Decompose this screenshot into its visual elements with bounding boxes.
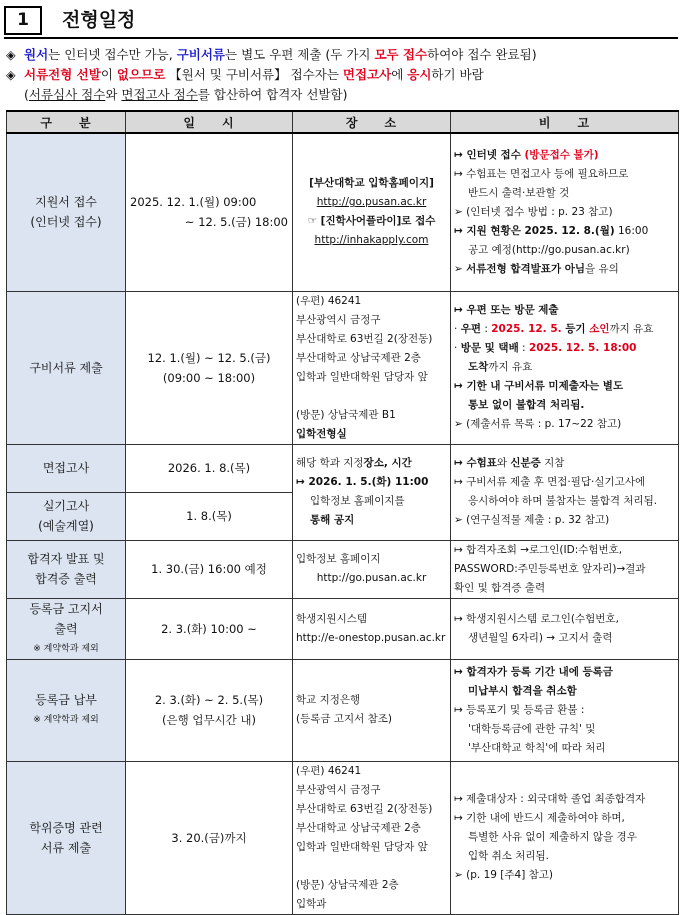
row-name-line: (인터넷 접수) bbox=[30, 215, 102, 230]
row-note bbox=[451, 659, 679, 761]
note-line bbox=[454, 454, 675, 473]
note-line bbox=[454, 560, 675, 579]
note-text: 서류전형 합격발표가 아님 bbox=[466, 262, 586, 275]
row-note bbox=[451, 291, 679, 444]
note-text: ↦ 등록포기 및 등록금 환불 : bbox=[454, 703, 585, 716]
row-name-line: 서류 제출 bbox=[40, 840, 92, 855]
row-date-line: 2026. 1. 8.(목) bbox=[167, 461, 251, 475]
note-text: 는 별도 우편 제출 (두 가지 bbox=[225, 47, 375, 62]
note-text: 원서 bbox=[24, 47, 49, 62]
note-text: ↦ bbox=[454, 380, 467, 392]
row-name bbox=[7, 291, 126, 444]
row-note bbox=[451, 598, 679, 659]
row-date-line: 12. 1.(월) ~ 12. 5.(금) bbox=[147, 350, 271, 365]
note-text: '부산대학교 학칙'에 따라 처리 bbox=[468, 741, 606, 754]
note-line bbox=[454, 415, 675, 434]
note-text: 기한 내 구비서류 미제출자는 별도 bbox=[466, 380, 624, 392]
note-line bbox=[6, 85, 676, 105]
row-date bbox=[126, 492, 293, 540]
place-line: 입학정보 홈페이지 bbox=[296, 553, 381, 565]
row-date-line: (은행 업무시간 내) bbox=[161, 713, 257, 727]
note-text: 인터넷 접수 bbox=[466, 148, 525, 161]
place-line: 부산대학교 상남국제관 2층 bbox=[296, 821, 421, 834]
row-note bbox=[451, 444, 679, 540]
place-line: (등록금 고지서 참조) bbox=[296, 713, 393, 725]
note-line bbox=[454, 682, 675, 701]
row-date bbox=[126, 291, 293, 444]
table-row bbox=[7, 133, 679, 291]
place-line: http://go.pusan.ac.kr bbox=[316, 572, 427, 584]
row-date-line: (09:00 ~ 18:00) bbox=[162, 370, 256, 385]
row-date bbox=[126, 598, 293, 659]
note-text: PASSWORD:주민등록번호 앞자리)→결과 bbox=[454, 562, 646, 575]
note-line bbox=[454, 809, 675, 828]
note-text: 를 합산하여 합격자 선발함) bbox=[197, 87, 348, 102]
note-text: '대학등록금에 관한 규칙' 및 bbox=[468, 722, 596, 735]
note-text: ↦ 제출대상자 : 외국대학 졸업 최종합격자 bbox=[454, 793, 646, 805]
row-note bbox=[451, 761, 679, 914]
note-text: ↦ bbox=[454, 224, 467, 237]
section-title-bar bbox=[4, 3, 678, 39]
row-date-line: 2. 3.(화) 10:00 ~ bbox=[161, 621, 257, 636]
row-name-line: 등록금 고지서 bbox=[29, 601, 103, 616]
place-line: 부산대학교 상남국제관 2층 bbox=[296, 351, 421, 364]
note-text: 면접고사 bbox=[342, 67, 392, 82]
row-date bbox=[126, 444, 293, 492]
header-place: 장 소 bbox=[293, 111, 451, 133]
note-line bbox=[454, 377, 675, 396]
note-text: 없으므로 bbox=[116, 67, 166, 82]
note-line bbox=[454, 610, 675, 629]
note-text: 2025. 12. 5. bbox=[491, 323, 566, 335]
note-text: : bbox=[518, 342, 529, 354]
notes-block bbox=[6, 45, 676, 105]
table-body bbox=[7, 133, 679, 914]
place-line: 입학과 일반대학원 담당자 앞 bbox=[296, 840, 428, 853]
row-name-line: 등록금 납부 bbox=[35, 693, 97, 707]
note-line bbox=[454, 301, 675, 320]
note-text: ↦ 구비서류 제출 후 면접·필답·실기고사에 bbox=[454, 476, 646, 488]
place-line: (우편) 46241 bbox=[296, 764, 362, 777]
note-text: 소인 bbox=[589, 323, 610, 335]
note-text: ↦ bbox=[454, 457, 467, 469]
place-line: 부산대학로 63번길 2(장전동) bbox=[296, 802, 433, 815]
note-line bbox=[6, 45, 676, 65]
section-number: 1 bbox=[4, 6, 42, 35]
note-line bbox=[454, 701, 675, 720]
place-line: 학교 지정은행 bbox=[296, 694, 361, 706]
row-date bbox=[126, 761, 293, 914]
place-bold: 장소, 시간 bbox=[363, 457, 412, 469]
note-text: 와 bbox=[105, 87, 122, 102]
note-text: 방문 및 택배 bbox=[460, 342, 519, 354]
place-line: http://go.pusan.ac.kr bbox=[316, 196, 427, 209]
note-text: 등기 bbox=[565, 323, 590, 335]
note-text: 우편 또는 방문 제출 bbox=[466, 304, 559, 316]
note-text: 수험표 bbox=[466, 457, 497, 469]
note-text: : bbox=[480, 323, 492, 335]
place-line: 입학과 일반대학원 담당자 앞 bbox=[296, 370, 428, 383]
note-text: 16:00 bbox=[614, 224, 649, 237]
table-row bbox=[7, 761, 679, 914]
note-line bbox=[6, 65, 676, 85]
note-line bbox=[454, 473, 675, 492]
row-date-line: ~ 12. 5.(금) 18:00 bbox=[184, 215, 288, 230]
note-text: 공고 예정(http://go.pusan.ac.kr) bbox=[468, 243, 630, 256]
note-text: 입학 취소 처리됨. bbox=[468, 850, 550, 862]
note-text: 특별한 사유 없이 제출하지 않을 경우 bbox=[468, 831, 637, 843]
note-text: 하여야 접수 완료됨) bbox=[427, 47, 537, 62]
place-line: 부산대학로 63번길 2(장전동) bbox=[296, 332, 433, 345]
row-note bbox=[451, 133, 679, 291]
row-place bbox=[293, 444, 451, 540]
note-text: ➢ (연구실적물 제출 : p. 32 참고) bbox=[454, 514, 610, 526]
row-name-note: ※ 계약학과 제외 bbox=[33, 715, 99, 725]
note-text: 미납부시 합격을 취소함 bbox=[468, 684, 577, 697]
place-line: http://inhakapply.com bbox=[314, 234, 429, 247]
place-line: [부산대학교 입학홈페이지] bbox=[309, 177, 434, 190]
note-text: ↦ bbox=[454, 304, 467, 316]
note-line bbox=[454, 396, 675, 415]
note-line bbox=[454, 739, 675, 758]
note-text: 에 bbox=[391, 67, 408, 82]
row-name bbox=[7, 492, 126, 540]
table-row bbox=[7, 540, 679, 598]
note-line bbox=[454, 358, 675, 377]
row-name-line: 합격자 발표 및 bbox=[27, 552, 105, 566]
note-text: 와 bbox=[496, 457, 511, 469]
note-text: 지원 현황은 2025. 12. 8.(월) bbox=[466, 224, 615, 237]
note-text: 이 bbox=[100, 67, 117, 82]
place-line: (방문) 상남국제관 2층 bbox=[296, 878, 399, 891]
row-date-line: 1. 8.(목) bbox=[186, 509, 232, 523]
header-remarks: 비 고 bbox=[451, 111, 679, 133]
note-text: 는 인터넷 접수만 가능, bbox=[48, 47, 177, 62]
row-date-line: 2. 3.(화) ~ 2. 5.(목) bbox=[154, 693, 264, 707]
note-line bbox=[454, 866, 675, 885]
note-text: 서류심사 점수 bbox=[28, 87, 106, 102]
note-text: 반드시 출력·보관할 것 bbox=[468, 186, 570, 199]
note-line bbox=[454, 146, 675, 165]
row-place bbox=[293, 598, 451, 659]
row-note bbox=[451, 540, 679, 598]
note-text: 응시 bbox=[407, 67, 432, 82]
note-line bbox=[454, 663, 675, 682]
row-name bbox=[7, 133, 126, 291]
row-name-line: 학위증명 관련 bbox=[29, 820, 103, 835]
place-line: 통해 공지 bbox=[310, 514, 355, 526]
note-text: ( bbox=[24, 87, 29, 102]
note-text: 2025. 12. 5. 18:00 bbox=[528, 342, 637, 354]
note-text: 서류전형 선발 bbox=[24, 67, 101, 82]
place-line: (방문) 상남국제관 B1 bbox=[296, 408, 396, 421]
note-text: ↦ 수험표는 면접고사 등에 필요하므로 bbox=[454, 167, 629, 180]
note-line bbox=[454, 339, 675, 358]
note-text: 생년월일 6자리) → 고지서 출력 bbox=[468, 631, 613, 644]
note-text: · bbox=[454, 323, 461, 335]
note-text: 모두 접수 bbox=[374, 47, 428, 62]
row-name-line: (예술계열) bbox=[38, 519, 94, 533]
note-text: 까지 유효 bbox=[488, 361, 533, 373]
note-text: ➢ (p. 19 [주4] 참고) bbox=[454, 869, 554, 881]
note-text: ➢ (인터넷 접수 방법 : p. 23 참고) bbox=[454, 205, 613, 218]
note-text: ↦ bbox=[454, 665, 467, 678]
row-name-line: 출력 bbox=[54, 621, 78, 636]
row-date-line: 2025. 12. 1.(월) 09:00 bbox=[130, 195, 257, 210]
note-line bbox=[454, 165, 675, 184]
note-text: 지참 bbox=[540, 457, 565, 469]
place-line: ↦ 2026. 1. 5.(화) 11:00 bbox=[296, 476, 429, 488]
place-line: ☞ [진학사어플라이]로 접수 bbox=[307, 215, 436, 228]
note-text: 도착 bbox=[468, 361, 489, 373]
place-line: 입학전형실 bbox=[296, 427, 347, 440]
note-line bbox=[454, 511, 675, 530]
row-date bbox=[126, 133, 293, 291]
place-line: (우편) 46241 bbox=[296, 294, 362, 307]
row-date bbox=[126, 540, 293, 598]
note-line bbox=[454, 222, 675, 241]
row-name bbox=[7, 444, 126, 492]
note-text: ➢ bbox=[454, 262, 467, 275]
row-name bbox=[7, 598, 126, 659]
place-line: 입학정보 홈페이지를 bbox=[310, 495, 405, 507]
table-header-row bbox=[7, 111, 679, 133]
table-row bbox=[7, 598, 679, 659]
place-line: 해당 학과 지정장소, 시간 bbox=[296, 457, 412, 469]
note-line bbox=[454, 579, 675, 598]
note-text: 합격자가 등록 기간 내에 등록금 bbox=[466, 665, 613, 678]
note-text: ↦ 합격자조회 →로그인(ID:수험번호, bbox=[454, 543, 623, 556]
note-text: 【원서 및 구비서류】 접수자는 bbox=[165, 67, 343, 82]
note-text: 하기 바람 bbox=[431, 67, 484, 82]
row-name-line: 지원서 접수 bbox=[35, 195, 97, 210]
note-text: 통보 없이 불합격 처리됨. bbox=[468, 399, 585, 411]
row-place bbox=[293, 133, 451, 291]
diamond-bullet-icon: ◈ bbox=[6, 67, 16, 82]
place-line: 학생지원시스템 bbox=[296, 612, 368, 625]
schedule-table bbox=[6, 110, 679, 915]
row-date bbox=[126, 659, 293, 761]
section-title: 전형일정 bbox=[62, 9, 136, 31]
note-line bbox=[454, 720, 675, 739]
row-name bbox=[7, 540, 126, 598]
note-line bbox=[454, 492, 675, 511]
place-line: 부산광역시 금정구 bbox=[296, 313, 381, 326]
row-place bbox=[293, 761, 451, 914]
note-line bbox=[454, 260, 675, 279]
note-line bbox=[454, 203, 675, 222]
note-line bbox=[454, 184, 675, 203]
row-name-line: 구비서류 제출 bbox=[29, 360, 103, 375]
table-row bbox=[7, 291, 679, 444]
row-place bbox=[293, 659, 451, 761]
note-text: ➢ (제출서류 목록 : p. 17~22 참고) bbox=[454, 418, 622, 430]
row-name bbox=[7, 659, 126, 761]
note-text: 구비서류 bbox=[176, 47, 226, 62]
header-category: 구 분 bbox=[7, 111, 126, 133]
note-line bbox=[454, 790, 675, 809]
row-date-line: 1. 30.(금) 16:00 예정 bbox=[151, 562, 267, 576]
note-text: 면접고사 점수 bbox=[121, 87, 198, 102]
note-text: ↦ 학생지원시스템 로그인(수험번호, bbox=[454, 612, 619, 625]
place-line: http://e-onestop.pusan.ac.kr bbox=[296, 631, 446, 644]
note-text: 확인 및 합격증 출력 bbox=[454, 581, 546, 594]
note-text: 우편 bbox=[460, 323, 481, 335]
note-text: ↦ 기한 내에 반드시 제출하여야 하며, bbox=[454, 812, 625, 824]
note-text: · bbox=[454, 342, 461, 354]
diamond-bullet-icon: ◈ bbox=[6, 47, 16, 62]
row-name-line: 실기고사 bbox=[42, 499, 90, 513]
row-place bbox=[293, 291, 451, 444]
row-name-line: 면접고사 bbox=[42, 461, 90, 475]
row-name bbox=[7, 761, 126, 914]
row-name-note: ※ 계약학과 제외 bbox=[33, 643, 99, 654]
table-row bbox=[7, 444, 679, 492]
note-text: 신분증 bbox=[510, 457, 541, 469]
header-datetime: 일 시 bbox=[126, 111, 293, 133]
note-text: 까지 유효 bbox=[609, 323, 654, 335]
place-line: 부산광역시 금정구 bbox=[296, 783, 381, 796]
note-text: 응시하여야 하며 불참자는 불합격 처리됨. bbox=[468, 495, 658, 507]
note-line bbox=[454, 847, 675, 866]
place-line bbox=[296, 387, 447, 406]
note-line bbox=[454, 320, 675, 339]
note-text: (방문접수 불가) bbox=[524, 148, 599, 161]
row-date-line: 3. 20.(금)까지 bbox=[171, 830, 247, 845]
note-line bbox=[454, 629, 675, 648]
row-name-line: 합격증 출력 bbox=[35, 572, 97, 586]
row-place bbox=[293, 540, 451, 598]
table-row bbox=[7, 659, 679, 761]
note-line bbox=[454, 828, 675, 847]
note-text: 을 유의 bbox=[585, 262, 619, 275]
place-line bbox=[296, 857, 447, 876]
note-text: ↦ bbox=[454, 148, 467, 161]
note-line bbox=[454, 541, 675, 560]
place-line: 입학과 bbox=[296, 897, 327, 910]
note-line bbox=[454, 241, 675, 260]
